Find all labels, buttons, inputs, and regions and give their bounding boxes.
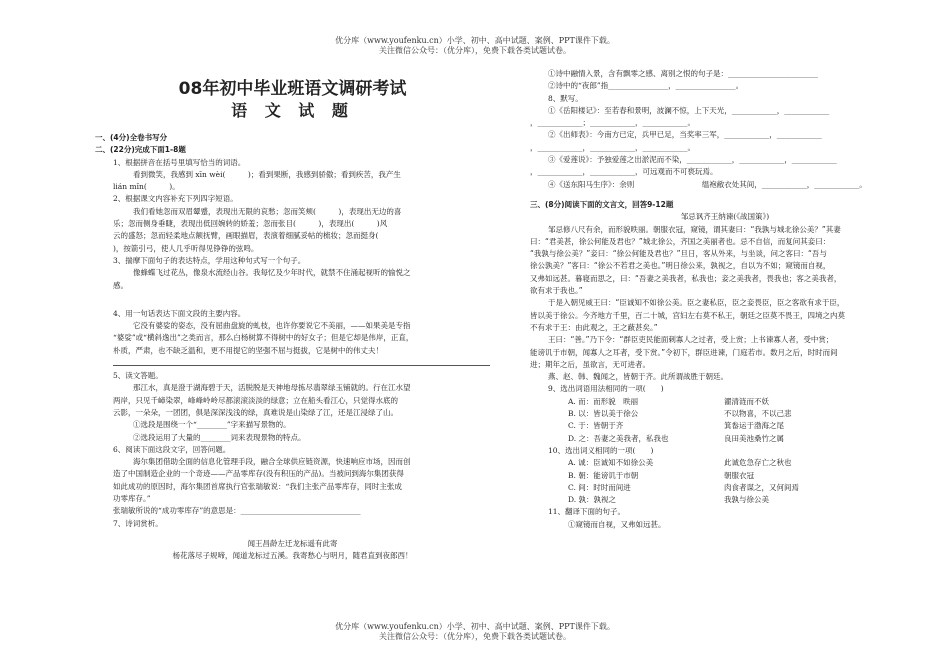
dictation-3: ③《爱莲说》：予独爱莲之出淤泥而不染，____________，____________，____________ xyxy=(548,155,837,165)
option-row: D. 之：吾妻之美我者，私我也 良田美池桑竹之属 xyxy=(568,433,784,443)
question-2-line-b: 乐；忽而侧身垂睫，表现出低回婉转的娇羞；忽而张目( )，表现出( )风 xyxy=(113,219,388,229)
exam-subtitle: 语 文 试 题 xyxy=(231,101,354,120)
question-10: 10、选出词义相同的一项( ) xyxy=(548,445,654,455)
option-row: A. 诚：臣诚知不如徐公美 此诚危急存亡之秋也 xyxy=(568,458,792,468)
passage-line: “我孰与徐公美？”妾曰：“徐公何能及君也？”旦日，客从外来，与坐谈，问之客曰：“吾与 xyxy=(530,249,827,259)
footer xyxy=(0,622,950,642)
question-6-line-b: 造了中国制造企业的一个奇迹——产品零库存(没有积压的产品)。当被问到海尔集团获得 xyxy=(113,469,404,479)
passage-line: 于是入朝见威王曰：“臣诚知不如徐公美。臣之妻私臣，臣之妾畏臣，臣之客欲有求于臣， xyxy=(548,298,845,308)
left-column xyxy=(95,68,490,563)
right-column xyxy=(530,68,920,531)
passage-line: 欲有求于我也。” xyxy=(530,286,583,296)
option-row: C. 于：皆朝于齐 箕畚运于渤海之尾 xyxy=(568,421,784,431)
answer-line xyxy=(113,357,490,366)
option-row: A. 而：而形貌 昳丽 濯清涟而不妖 xyxy=(568,396,769,406)
question-2-line-d: )，按箭引弓，使人几乎听得见铮铮的弦鸣。 xyxy=(113,243,259,253)
question-5-line-c: 云影，一朵朵，一团团，俱是深深浅浅的绿，真难说是山染绿了江，还是江浸绿了山。 xyxy=(113,407,398,417)
question-9: 9、选出词语用法相同的一项( ) xyxy=(548,384,664,394)
section-2: 二、(22分)完成下面1-8题 xyxy=(95,145,186,155)
footer-line-2: 关注微信公众号：（优分库），免费下载各类试题试卷。 xyxy=(379,632,571,641)
section-3: 三、(8分)阅读下面的文言文，回答9-12题 xyxy=(530,199,674,209)
question-5-item-1: ①选段是围绕一个“________”字来描写景物的。 xyxy=(133,420,291,430)
question-5-item-2: ②选段运用了大量的________词来表现景物的特点。 xyxy=(133,432,306,442)
option-row: D. 孰：孰视之 我孰与徐公美 xyxy=(568,495,769,505)
question-5-line-a: 那江水，真是澄于湖海碧于天，活脱脱是天神地母拣尽翡翠绿玉铺就的。行在江水望 xyxy=(133,383,411,393)
dictation-2: ②《出师表》：今南方已定，兵甲已足，当奖率三军，____________，____________ xyxy=(548,130,822,140)
question-2-line-c: 云的盛怒；忽而轻柔地点额抚臂，画眼描眉，表演着细腻妥帖的梳妆；忽而挺身( xyxy=(113,231,379,241)
question-3: 3、揣摩下面句子的表达特点，学用这种句式写一个句子。 xyxy=(113,255,306,265)
poem-question-1: ①诗中融情入景，含有飘零之感、离别之恨的句子是：________________________ xyxy=(548,69,818,78)
passage-line: 王曰：“善。”乃下令：“群臣吏民能面刺寡人之过者，受上赏；上书谏寡人者，受中赏； xyxy=(548,335,834,345)
question-8: 8、默写。 xyxy=(548,93,583,103)
question-4-line-c: 朴质，严肃，也不缺乏温和，更不用提它的坚强不屈与挺拔，它是树中的伟丈夫！ xyxy=(113,345,383,355)
passage-line: 徐公孰美？”客曰：“徐公不若君之美也。”明日徐公来，孰视之，自以为不如；窥镜而自视， xyxy=(530,261,831,271)
section-1: 一、(4分)全卷书写分 xyxy=(95,133,168,142)
dictation-4: ④《送东阳马生序》：余则 缊袍敝衣处其间，____________，____________。 xyxy=(548,179,867,189)
question-3-line-b: 感。 xyxy=(113,280,128,290)
option-row: C. 间：时时而间进 肉食者谋之，又何间焉 xyxy=(568,482,799,492)
dictation-1: ①《岳阳楼记》：至若春和景明，波澜不惊，上下天光，____________，____________ xyxy=(548,105,830,115)
option-row: B. 以：皆以美于徐公 不以物喜，不以己悲 xyxy=(568,409,792,419)
header xyxy=(0,36,950,56)
question-6-line-c: 如此成功的原因时，海尔集团首席执行官张瑞敏说：“我们主张产品零库存，同时主张成 xyxy=(113,481,402,491)
passage-line: 皆以美于徐公。今齐地方千里，百二十城，宫妇左右莫不私王，朝廷之臣莫不畏王，四境之内莫 xyxy=(530,310,845,320)
question-5: 5、读文答题。 xyxy=(113,371,163,381)
header-line-2: 关注微信公众号：（优分库），免费下载各类试题试卷。 xyxy=(379,46,571,55)
question-5-line-b: 两岸，只见千嶂染翠，峰峰岭岭尽都滚滚淡淡的绿意；立在船头看江心，只觉得水底的 xyxy=(113,395,398,405)
option-row: B. 朝：能谤讥于市朝 朝服衣冠 xyxy=(568,470,754,480)
footer-line-1: 优分库（www.youfenku.cn）小学、初中、高中试题、案例、PPT课件下载。 xyxy=(335,622,615,631)
question-4-line-a: 它没有婆娑的姿态，没有屈曲盘旋的虬枝，也许你要说它不美丽，——如果美是专指 xyxy=(133,321,411,331)
question-2-line-a: 我们看她忽而双眉颦蹙，表现出无限的哀愁；忽而笑颊( )，表现出无边的喜 xyxy=(133,206,402,216)
question-4-line-b: “婆娑”或“横斜逸出”之类而言，那么白杨树算不得树中的好女子；但是它却是伟岸，正直， xyxy=(113,333,414,343)
question-1-line-a: 看到微笑，我感到 xīn wèi( )；看到果断，我感到骄傲；看到疾苦，我产生 xyxy=(133,169,401,179)
dictation-1-cont: ，____________；____________，____________。 xyxy=(530,118,695,128)
passage-line: 又弗如远甚。暮寝而思之，曰：“吾妻之美我者，私我也；妾之美我者，畏我也；客之美我者， xyxy=(530,273,842,283)
question-3-line-a: 像蜂蝶飞过花丛，像泉水流经山谷。我每忆及少年时代，就禁不住涌起视听的愉悦之 xyxy=(133,268,411,278)
passage-line: 进；期年之后，虽欲言，无可进者。 xyxy=(530,359,650,369)
dictation-3-cont: ，____________，____________，可远观而不可亵玩焉。 xyxy=(530,167,718,177)
passage xyxy=(530,224,920,384)
question-7: 7、诗词赏析。 xyxy=(113,518,163,528)
passage-line: 燕、赵、韩、魏闻之，皆朝于齐。此所谓战胜于朝廷。 xyxy=(548,372,728,382)
exam-title: 08年初中毕业班语文调研考试 xyxy=(178,79,407,99)
question-6-line-a: 海尔集团借助全面的信息化管理手段，融合全球供应链资源，快速响应市场，因而创 xyxy=(133,457,411,467)
question-4: 4、用一句话表达下面文段的主要内容。 xyxy=(113,308,246,318)
passage-title: 邹忌讽齐王纳谏(《战国策》) xyxy=(680,212,770,222)
question-6-line-d: 功零库存。” xyxy=(113,494,151,504)
question-6-line-e: 张瑞敏所说的“成功零库存”的意思是：________________________________ xyxy=(113,506,361,516)
question-11: 11、翻译下面的句子。 xyxy=(548,507,626,517)
dictation-2-cont: ，____________，____________，____________。 xyxy=(530,142,695,152)
question-11-item-1: ①窥镜而自视，又弗如远甚。 xyxy=(568,519,666,529)
question-2: 2、根据课文内容补充下列四字短语。 xyxy=(113,194,238,204)
poem-text: 杨花落尽子规啼，闻道龙标过五溪。我寄愁心与明月，随君直到夜郎西！ xyxy=(172,551,413,561)
poem-question-2: ②诗中的“夜郎”指________________，________________。 xyxy=(548,81,744,91)
passage-line: 能谤讥于市朝，闻寡人之耳者，受下赏。”令初下，群臣进谏，门庭若市。数月之后，时时而间 xyxy=(530,347,838,357)
poem-title: 闻王昌龄左迁龙标遥有此寄 xyxy=(247,538,338,548)
passage-line: 不有求于王：由此观之，王之蔽甚矣。” xyxy=(530,322,658,332)
passage-line: 邹忌修八尺有余，而形貌昳丽。朝服衣冠，窥镜，谓其妻曰：“我孰与城北徐公美？”其妻 xyxy=(548,224,841,234)
header-line-1: 优分库（www.youfenku.cn）小学、初中、高中试题、案例、PPT课件下载。 xyxy=(335,36,615,45)
question-1-line-b: lián mǐn( )。 xyxy=(113,182,180,192)
question-6: 6、阅读下面这段文字，回答问题。 xyxy=(113,444,231,454)
passage-line: 曰：“君美甚，徐公何能及君也？”城北徐公，齐国之美丽者也。忌不自信，而复问其妾曰： xyxy=(530,236,831,246)
question-1: 1、根据拼音在括号里填写恰当的词语。 xyxy=(113,157,246,167)
